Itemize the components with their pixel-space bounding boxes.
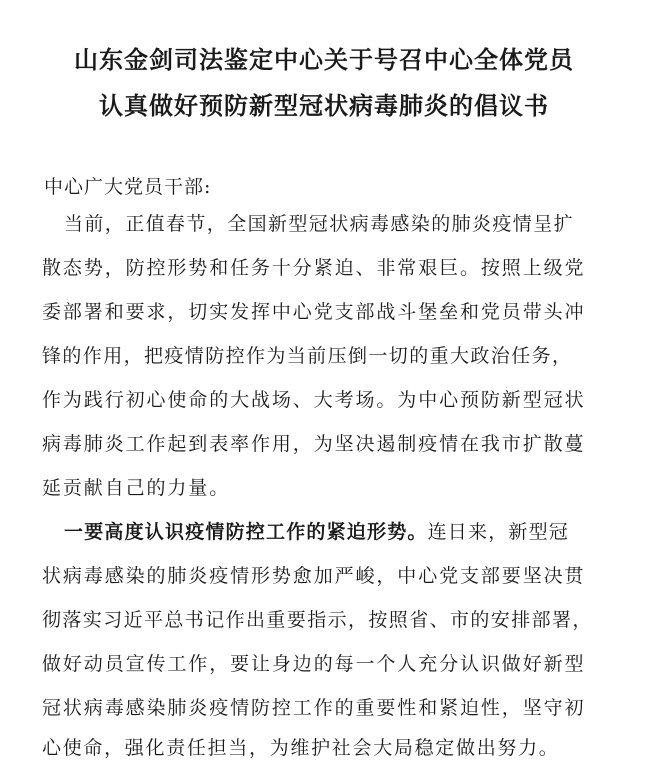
paragraph-1-line: 锋的作用，把疫情防控作为当前压倒一切的重大政治任务， [42,345,573,367]
salutation: 中心广大党员干部: [44,176,212,198]
paragraph-1-line: 病毒肺炎工作起到表率作用，为坚决遏制疫情在我市扩散蔓 [42,433,586,455]
paragraph-1-line: 当前，正值春节，全国新型冠状病毒感染的肺炎疫情呈扩 [64,213,575,235]
paragraph-2-lead: 一要高度认识疫情防控工作的紧迫形势。 [64,521,428,543]
paragraph-2-line: 心使命，强化责任担当，为维护社会大局稳定做出努力。 [42,737,560,759]
paragraph-1-line: 委部署和要求，切实发挥中心党支部战斗堡垒和党员带头冲 [42,301,586,323]
paragraph-2-line: 彻落实习近平总书记作出重要指示，按照省、市的安排部署， [42,609,593,631]
paragraph-2-line: 状病毒感染的肺炎疫情形势愈加严峻，中心党支部要坚决贯 [42,565,586,587]
document-title-line-1: 山东金剑司法鉴定中心关于号召中心全体党员 [74,46,574,74]
paragraph-1-line: 作为践行初心使命的大战场、大考场。为中心预防新型冠状 [42,389,586,411]
paragraph-1-line: 散态势，防控形势和任务十分紧迫、非常艰巨。按照上级党 [42,257,586,279]
paragraph-2-line: 做好动员宣传工作，要让身边的每一个人充分认识做好新型 [42,653,586,675]
paragraph-2-first-line [64,520,569,544]
document-title-line-2: 认真做好预防新型冠状病毒肺炎的倡议书 [99,92,549,120]
paragraph-1-line: 延贡献自己的力量。 [42,477,231,499]
paragraph-2-line: 连日来，新型冠 [427,521,570,543]
paragraph-2-line: 冠状病毒感染肺炎疫情防控工作的重要性和紧迫性，坚守初 [42,697,586,719]
